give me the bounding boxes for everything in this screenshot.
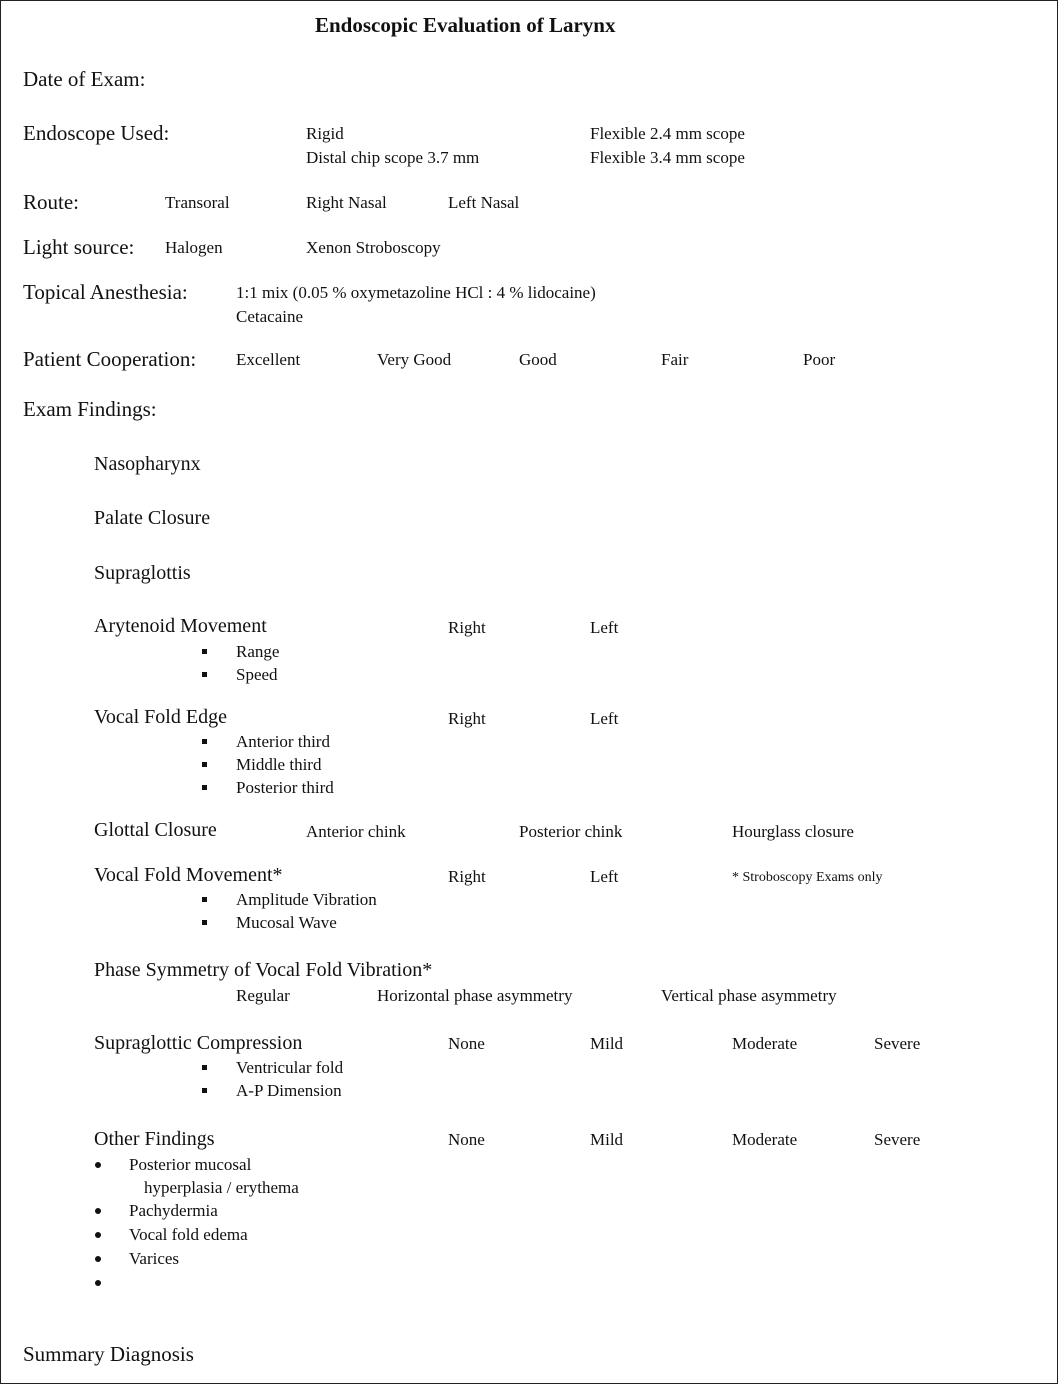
other-scale-moderate: Moderate xyxy=(732,1130,798,1149)
bullet-square xyxy=(202,649,207,654)
vf-edge-item-anterior: Anterior third xyxy=(236,732,330,751)
comp-scale-severe: Severe xyxy=(874,1034,921,1053)
option-vertical-phase-asymmetry: Vertical phase asymmetry xyxy=(661,986,837,1005)
vocal-fold-edge-label: Vocal Fold Edge xyxy=(94,706,227,728)
bullet-square xyxy=(202,920,207,925)
stroboscopy-note: * Stroboscopy Exams only xyxy=(732,870,883,885)
option-regular: Regular xyxy=(236,986,290,1005)
form-title: Endoscopic Evaluation of Larynx xyxy=(315,13,616,37)
vf-edge-left: Left xyxy=(590,709,619,728)
vf-edge-item-middle: Middle third xyxy=(236,755,322,774)
arytenoid-item-speed: Speed xyxy=(236,665,278,684)
comp-item-ventricular-fold: Ventricular fold xyxy=(236,1058,344,1077)
bullet-dot xyxy=(95,1162,101,1168)
option-anterior-chink: Anterior chink xyxy=(306,822,406,841)
bullet-dot xyxy=(95,1280,101,1286)
option-fair: Fair xyxy=(661,350,689,369)
bullet-square xyxy=(202,897,207,902)
option-halogen: Halogen xyxy=(165,238,223,257)
other-findings-label: Other Findings xyxy=(94,1128,215,1150)
option-very-good: Very Good xyxy=(377,350,452,369)
bullet-square xyxy=(202,762,207,767)
other-item-varices: Varices xyxy=(129,1249,180,1268)
option-flexible-3-4: Flexible 3.4 mm scope xyxy=(590,148,745,167)
nasopharynx-label: Nasopharynx xyxy=(94,453,201,475)
option-hourglass-closure: Hourglass closure xyxy=(732,822,854,841)
vf-edge-right: Right xyxy=(448,709,486,728)
comp-item-ap-dimension: A-P Dimension xyxy=(236,1081,342,1100)
bullet-square xyxy=(202,785,207,790)
arytenoid-item-range: Range xyxy=(236,642,280,661)
option-excellent: Excellent xyxy=(236,350,301,369)
option-horizontal-phase-asymmetry: Horizontal phase asymmetry xyxy=(377,986,573,1005)
bullet-square xyxy=(202,1065,207,1070)
vocal-fold-movement-label: Vocal Fold Movement* xyxy=(94,864,283,886)
bullet-dot xyxy=(95,1232,101,1238)
option-left-nasal: Left Nasal xyxy=(448,193,520,212)
option-cetacaine: Cetacaine xyxy=(236,307,304,326)
option-flexible-2-4: Flexible 2.4 mm scope xyxy=(590,124,745,143)
option-xenon-stroboscopy: Xenon Stroboscopy xyxy=(306,238,441,257)
topical-anesthesia-label: Topical Anesthesia: xyxy=(23,280,188,304)
comp-scale-mild: Mild xyxy=(590,1034,624,1053)
vf-movement-right: Right xyxy=(448,867,486,886)
arytenoid-left: Left xyxy=(590,618,619,637)
bullet-dot xyxy=(95,1208,101,1214)
supraglottis-label: Supraglottis xyxy=(94,562,191,584)
option-oxymetazoline-lidocaine: 1:1 mix (0.05 % oxymetazoline HCl : 4 % lidocaine) xyxy=(236,283,596,302)
other-scale-none: None xyxy=(448,1130,485,1149)
comp-scale-moderate: Moderate xyxy=(732,1034,798,1053)
other-item-posterior-mucosal: Posterior mucosal xyxy=(129,1155,252,1174)
vf-edge-item-posterior: Posterior third xyxy=(236,778,334,797)
option-poor: Poor xyxy=(803,350,836,369)
arytenoid-right: Right xyxy=(448,618,486,637)
option-rigid: Rigid xyxy=(306,124,344,143)
comp-scale-none: None xyxy=(448,1034,485,1053)
option-posterior-chink: Posterior chink xyxy=(519,822,623,841)
option-good: Good xyxy=(519,350,557,369)
summary-diagnosis-label: Summary Diagnosis xyxy=(23,1342,194,1366)
other-item-hyperplasia: hyperplasia / erythema xyxy=(144,1178,299,1197)
other-item-pachydermia: Pachydermia xyxy=(129,1201,218,1220)
option-transoral: Transoral xyxy=(165,193,230,212)
bullet-dot xyxy=(95,1256,101,1262)
option-right-nasal: Right Nasal xyxy=(306,193,387,212)
bullet-square xyxy=(202,739,207,744)
vf-movement-left: Left xyxy=(590,867,619,886)
palate-closure-label: Palate Closure xyxy=(94,507,211,529)
phase-symmetry-label: Phase Symmetry of Vocal Fold Vibration* xyxy=(94,959,433,981)
other-scale-severe: Severe xyxy=(874,1130,921,1149)
bullet-square xyxy=(202,672,207,677)
endoscope-used-label: Endoscope Used: xyxy=(23,121,170,145)
other-item-vocal-fold-edema: Vocal fold edema xyxy=(129,1225,248,1244)
bullet-square xyxy=(202,1088,207,1093)
patient-cooperation-label: Patient Cooperation: xyxy=(23,347,197,371)
vf-movement-item-mucosal-wave: Mucosal Wave xyxy=(236,913,337,932)
route-label: Route: xyxy=(23,190,79,214)
arytenoid-movement-label: Arytenoid Movement xyxy=(94,615,267,637)
supraglottic-compression-label: Supraglottic Compression xyxy=(94,1032,303,1054)
date-of-exam-label: Date of Exam: xyxy=(23,67,146,91)
other-scale-mild: Mild xyxy=(590,1130,624,1149)
option-distal-chip-scope: Distal chip scope 3.7 mm xyxy=(306,148,480,167)
light-source-label: Light source: xyxy=(23,235,135,259)
glottal-closure-label: Glottal Closure xyxy=(94,819,217,841)
exam-findings-label: Exam Findings: xyxy=(23,397,157,421)
vf-movement-item-amplitude: Amplitude Vibration xyxy=(236,890,377,909)
